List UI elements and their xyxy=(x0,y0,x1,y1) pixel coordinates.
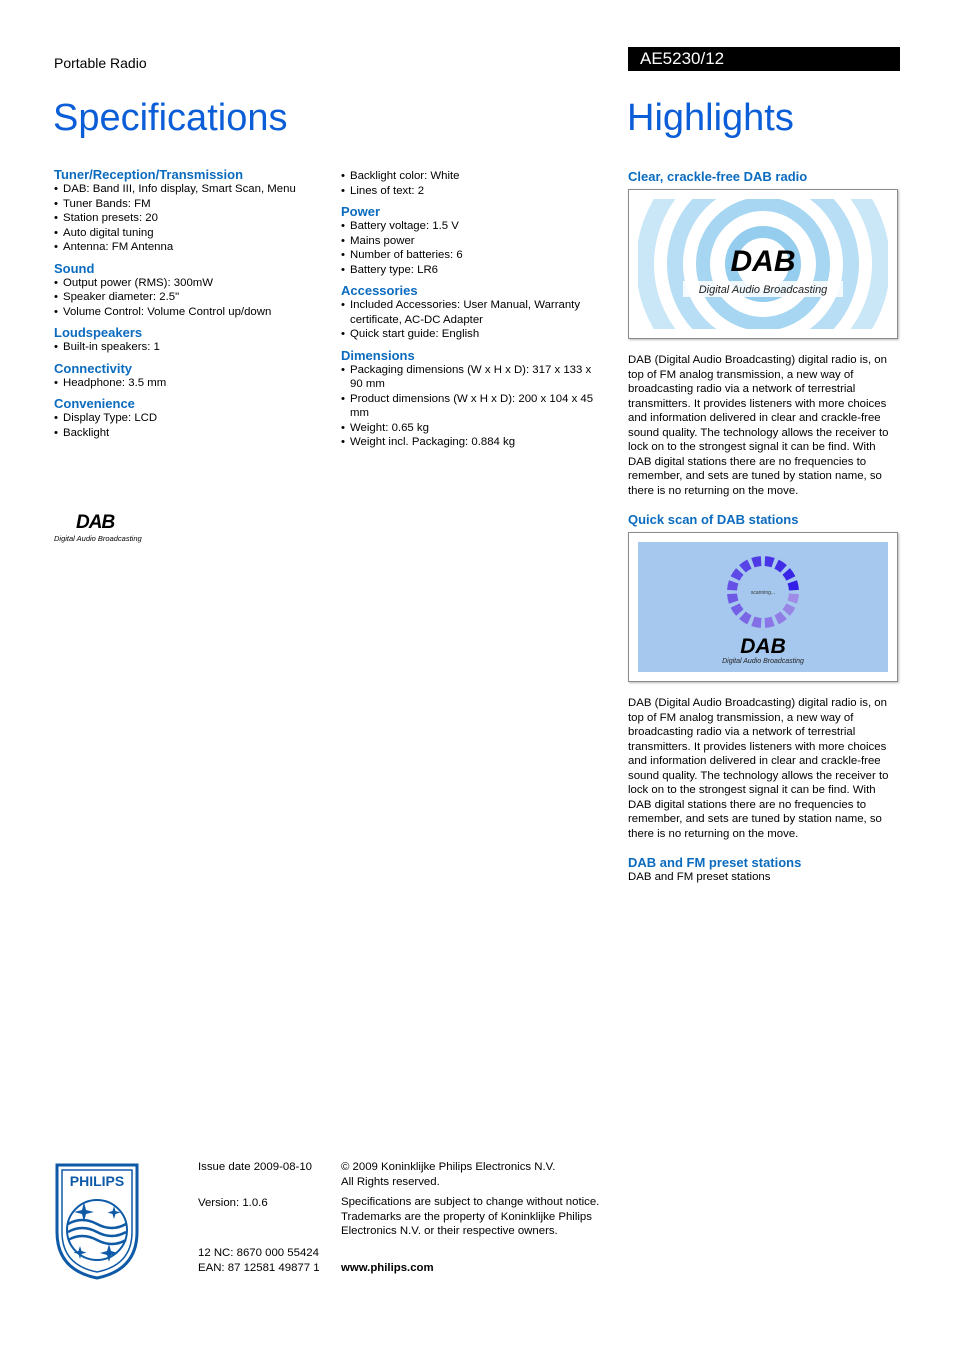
list-item: • DAB: Band III, Info display, Smart Scan, Menu xyxy=(54,182,324,197)
list-item: • Built-in speakers: 1 xyxy=(54,340,324,355)
highlight-heading-quick-scan: Quick scan of DAB stations xyxy=(628,512,799,527)
dab-logo-small xyxy=(54,512,164,546)
list-item: • Backlight xyxy=(54,426,324,441)
list-item: • Antenna: FM Antenna xyxy=(54,240,324,255)
list-item: • Output power (RMS): 300mW xyxy=(54,276,324,291)
section-heading-loudspeakers: Loudspeakers xyxy=(54,325,143,340)
list-convenience-continued xyxy=(341,169,601,198)
list-item: • Included Accessories: User Manual, Warranty certificate, AC-DC Adapter xyxy=(341,298,601,327)
list-item: • Battery type: LR6 xyxy=(341,263,601,278)
disclaimer-line-2: Trademarks are the property of Koninklijke Philips xyxy=(341,1210,592,1223)
scan-dab-logo: DAB xyxy=(740,635,786,658)
disclaimer-line-3: Electronics N.V. or their respective owners. xyxy=(341,1225,558,1237)
list-tuner xyxy=(54,182,324,255)
list-convenience xyxy=(54,411,324,440)
philips-shield-icon xyxy=(54,1162,140,1280)
list-item: • Battery voltage: 1.5 V xyxy=(341,219,601,234)
issue-date: Issue date 2009-08-10 xyxy=(198,1161,312,1173)
dab-image-logo: DAB xyxy=(730,245,796,278)
section-heading-sound: Sound xyxy=(54,260,95,276)
list-item: • Station presets: 20 xyxy=(54,211,324,226)
nc-number: 12 NC: 8670 000 55424 xyxy=(198,1247,319,1259)
model-number-bar: AE5230/12 xyxy=(628,47,900,71)
dab-logo-caption: Digital Audio Broadcasting xyxy=(54,534,142,543)
section-heading-tuner: Tuner/Reception/Transmission xyxy=(54,167,244,182)
copyright: © 2009 Koninklijke Philips Electronics N.V. xyxy=(341,1161,556,1173)
highlight-heading-presets: DAB and FM preset stations xyxy=(628,855,802,870)
list-item: • Headphone: 3.5 mm xyxy=(54,376,324,391)
disclaimer-line-1: Specifications are subject to change without notice. xyxy=(341,1196,600,1208)
scan-image xyxy=(638,542,888,672)
section-heading-convenience: Convenience xyxy=(54,396,135,411)
list-dimensions xyxy=(341,363,601,450)
section-heading-power: Power xyxy=(341,204,381,219)
philips-shield-logo xyxy=(54,1162,140,1280)
specs-column-1 xyxy=(54,167,324,446)
product-category: Portable Radio xyxy=(54,55,147,71)
list-item: • Auto digital tuning xyxy=(54,226,324,241)
philips-brand-text: PHILIPS xyxy=(69,1173,125,1189)
list-sound xyxy=(54,276,324,320)
highlights-title: Highlights xyxy=(627,97,794,139)
footer-legal xyxy=(341,1160,621,1275)
section-heading-connectivity: Connectivity xyxy=(54,360,133,376)
specs-column-2 xyxy=(341,169,601,456)
list-item: • Quick start guide: English xyxy=(341,327,601,342)
list-item: • Tuner Bands: FM xyxy=(54,197,324,212)
list-item: • Display Type: LCD xyxy=(54,411,324,426)
rights: All Rights reserved. xyxy=(341,1175,440,1188)
ean-number: EAN: 87 12581 49877 1 xyxy=(198,1261,320,1274)
list-item: • Mains power xyxy=(341,234,601,249)
list-item: • Lines of text: 2 xyxy=(341,184,601,199)
list-loudspeakers xyxy=(54,340,324,355)
scan-dab-caption: Digital Audio Broadcasting xyxy=(722,658,804,665)
scan-image-frame xyxy=(628,532,898,682)
dab-image-caption: Digital Audio Broadcasting xyxy=(698,284,828,296)
list-item: • Speaker diameter: 2.5" xyxy=(54,290,324,305)
list-connectivity xyxy=(54,376,324,391)
scanning-label: scanning... xyxy=(750,590,776,596)
list-power xyxy=(341,219,601,277)
list-item: • Weight: 0.65 kg xyxy=(341,421,601,436)
highlight-text-quick-scan: DAB (Digital Audio Broadcasting) digital radio is, on top of FM analog transmission, a new way of broadcasting radio via a network of terrestrial transmitters. It provides listeners with more choices and information delivered in clear and crackle-free sound quality. The technology allows the receiver to lock on to the strongest signal it can be find. With DAB digital stations there are no frequencies to remember, and sets are tuned by station name, so there is no returning on the move. xyxy=(628,697,889,840)
list-item: • Backlight color: White xyxy=(341,169,601,184)
list-item: • Number of batteries: 6 xyxy=(341,248,601,263)
website-link[interactable]: www.philips.com xyxy=(341,1261,434,1274)
list-item: • Volume Control: Volume Control up/down xyxy=(54,305,324,320)
footer-meta xyxy=(198,1160,338,1275)
dab-broadcast-image xyxy=(638,199,888,329)
list-item: • Product dimensions (W x H x D): 200 x 104 x 45 mm xyxy=(341,392,601,421)
version: Version: 1.0.6 xyxy=(198,1196,268,1209)
section-heading-dimensions: Dimensions xyxy=(341,347,415,363)
list-accessories xyxy=(341,298,601,342)
section-heading-accessories: Accessories xyxy=(341,283,418,298)
highlight-heading-clear-dab: Clear, crackle-free DAB radio xyxy=(628,169,808,184)
highlights-column xyxy=(628,169,900,885)
list-item: • Weight incl. Packaging: 0.884 kg xyxy=(341,435,601,450)
highlight-text-clear-dab: DAB (Digital Audio Broadcasting) digital radio is, on top of FM analog transmission, a new way of broadcasting radio via a network of terrestrial transmitters. It provides listeners with more choices and information delivered in clear and crackle-free sound quality. The technology allows the receiver to lock on to the strongest signal it can be find. With DAB digital stations there are no frequencies to remember, and sets are tuned by station name, so there is no returning on the move. xyxy=(628,354,889,497)
dab-image-frame xyxy=(628,189,898,339)
highlight-text-presets: DAB and FM preset stations xyxy=(628,871,771,883)
dab-logo-text: DAB xyxy=(76,512,115,533)
list-item: • Packaging dimensions (W x H x D): 317 x 133 x 90 mm xyxy=(341,363,601,392)
specifications-title: Specifications xyxy=(53,97,288,139)
